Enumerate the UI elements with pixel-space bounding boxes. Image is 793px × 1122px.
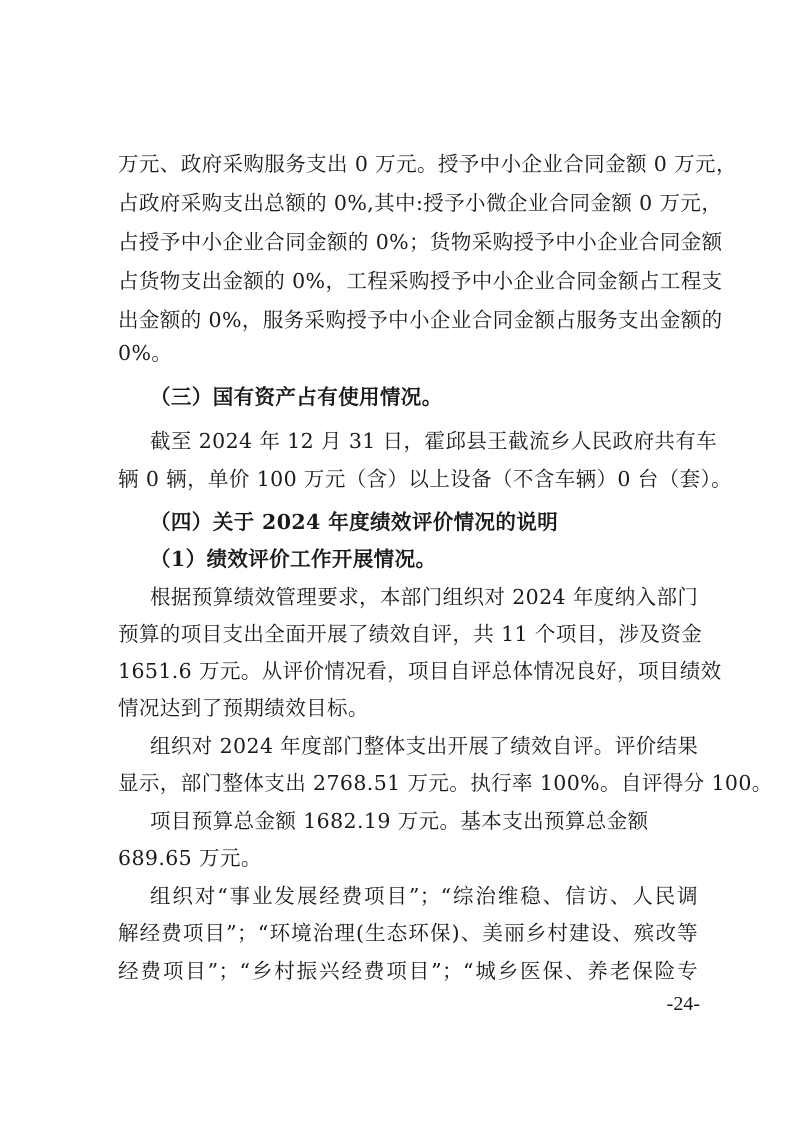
body-text-line: 情况达到了预期绩效目标。 [118, 696, 369, 720]
body-text-line: 组织对 2024 年度部门整体支出开展了绩效自评。评价结果 [150, 734, 699, 758]
subsection-heading: （1）绩效评价工作开展情况。 [150, 547, 437, 571]
section-heading: （三）国有资产占有使用情况。 [150, 385, 443, 409]
page-number: -24- [666, 993, 700, 1015]
body-text-line: 689.65 万元。 [118, 846, 262, 870]
body-text-line: 辆 0 辆，单价 100 万元（含）以上设备（不含车辆）0 台（套）。 [118, 467, 733, 491]
body-text-line: 预算的项目支出全面开展了绩效自评，共 11 个项目，涉及资金 [118, 622, 703, 646]
body-text-line: 占政府采购支出总额的 0%,其中:授予小微企业合同金额 0 万元， [118, 191, 723, 215]
body-text-line: 显示，部门整体支出 2768.51 万元。执行率 100%。自评得分 100。 [118, 771, 773, 795]
body-text-line: 解经费项目”；“环境治理(生态环保)、美丽乡村建设、殡改等 [118, 921, 698, 945]
body-text-line: 截至 2024 年 12 月 31 日，霍邱县王截流乡人民政府共有车 [150, 429, 718, 453]
body-text-line: 经费项目”；“乡村振兴经费项目”；“城乡医保、养老保险专 [118, 959, 698, 983]
body-text-line: 万元、政府采购服务支出 0 万元。授予中小企业合同金额 0 万元， [118, 152, 737, 176]
body-text-line: 出金额的 0%，服务采购授予中小企业合同金额占服务支出金额的 [118, 308, 723, 332]
body-text-line: 占授予中小企业合同金额的 0%；货物采购授予中小企业合同金额 [118, 230, 723, 254]
body-text-line: 0%。 [118, 341, 173, 365]
body-text-line: 1651.6 万元。从评价情况看，项目自评总体情况良好，项目绩效 [118, 659, 722, 683]
body-text-line: 根据预算绩效管理要求，本部门组织对 2024 年度纳入部门 [150, 585, 699, 609]
body-text-line: 项目预算总金额 1682.19 万元。基本支出预算总金额 [150, 809, 649, 833]
section-heading: （四）关于 2024 年度绩效评价情况的说明 [150, 510, 559, 534]
body-text-line: 占货物支出金额的 0%，工程采购授予中小企业合同金额占工程支 [118, 269, 723, 293]
body-text-line: 组织对“事业发展经费项目”；“综治维稳、信访、人民调 [150, 884, 698, 908]
